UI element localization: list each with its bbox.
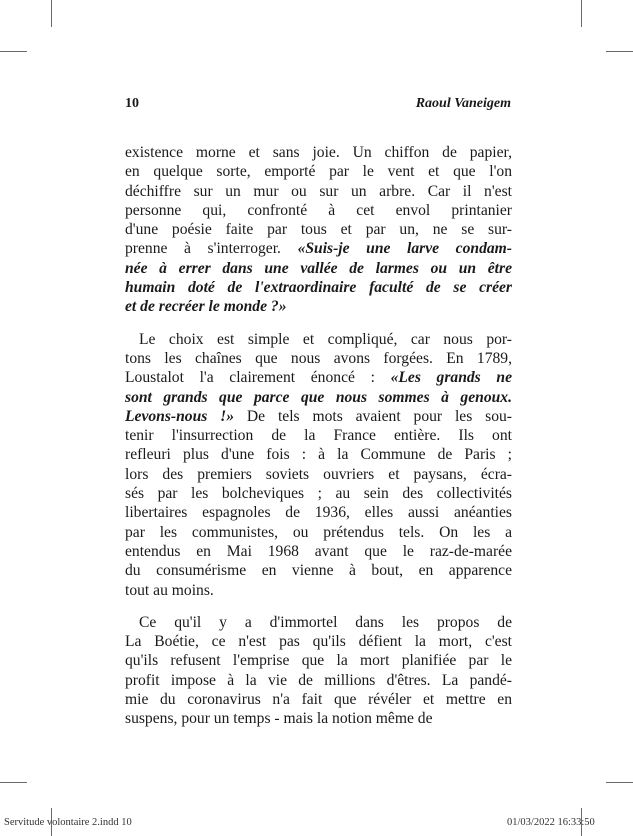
crop-mark-tl-v [51, 0, 52, 27]
text-line [125, 259, 512, 278]
text-line [125, 239, 512, 258]
text-line [125, 349, 512, 368]
text-line [125, 523, 512, 542]
text-line [125, 220, 512, 239]
quote-text: née à errer dans une vallée de larmes ou un être [125, 259, 512, 277]
text-run: La Boétie, ce n'est pas qu'ils défient la mort, c'est [125, 633, 512, 651]
text-run: entendus en Mai 1968 avant que le raz-de-marée [125, 542, 512, 560]
text-line [125, 388, 512, 407]
text-run: tons les chaînes que nous avons forgées. En 1789, [125, 349, 512, 367]
text-run: personne qui, confronté à cet envol printanier [125, 201, 512, 219]
text-line [125, 445, 512, 464]
text-line [125, 162, 512, 181]
text-run: prenne à s'interroger. [125, 240, 298, 258]
text-run: suspens, pour un temps - mais la notion même de [125, 710, 433, 728]
text-line [125, 201, 512, 220]
text-run: mie du coronavirus n'a fait que révéler et mettre en [125, 691, 512, 709]
text-line [125, 581, 512, 600]
text-run: tout au moins. [125, 581, 214, 599]
text-line [125, 182, 512, 201]
quote-text: sont grands que parce que nous sommes à genoux. [125, 388, 512, 406]
quote-text: et de recréer le monde ?» [125, 298, 287, 316]
running-head [125, 96, 511, 116]
paragraph-gap [125, 317, 512, 330]
crop-mark-bl-h [0, 782, 27, 783]
text-run: Le choix est simple et compliqué, car nous por- [139, 330, 512, 348]
quote-text: «Suis-je une larve condam- [297, 240, 512, 258]
page-number: 10 [125, 96, 139, 111]
text-line [125, 484, 512, 503]
text-run: d'une poésie faite par tous et par un, ne se sur- [125, 221, 512, 239]
text-run: déchiffre sur un mur ou sur un arbre. Car il n'est [125, 182, 512, 200]
text-line [125, 542, 512, 561]
text-line [125, 330, 512, 349]
text-run: De tels mots avaient pour les sou- [234, 407, 512, 425]
text-line [125, 278, 512, 297]
paragraph [125, 330, 512, 600]
crop-mark-tl-h [0, 51, 27, 52]
text-run: profit impose à la vie de millions d'êtres. La pandé- [125, 671, 512, 689]
text-line [125, 671, 512, 690]
text-run: tenir l'insurrection de la France entière. Ils ont [125, 427, 512, 445]
text-line [125, 651, 512, 670]
paragraph [125, 143, 512, 317]
text-run: lors des premiers soviets ouvriers et paysans, écra- [125, 465, 512, 483]
text-run: Ce qu'il y a d'immortel dans les propos de [139, 613, 512, 631]
text-run: par les communistes, ou prétendus tels. On les a [125, 523, 512, 541]
text-line [125, 613, 512, 632]
text-run: refleuri plus d'une fois : à la Commune de Paris ; [125, 446, 512, 464]
quote-text: Levons-nous !» [125, 407, 235, 425]
quote-text: «Les grands ne [390, 369, 513, 387]
paragraph-gap [125, 600, 512, 613]
text-run: qu'ils refusent l'emprise que la mort planifiée par le [125, 652, 512, 670]
running-head-author: Raoul Vaneigem [415, 96, 511, 111]
quote-text: humain doté de l'extraordinaire faculté de se créer [125, 279, 512, 297]
text-run: Loustalot l'a clairement énoncé : [125, 369, 391, 387]
text-line [125, 407, 512, 426]
text-run: en quelque sorte, emporté par le vent et que l'on [125, 163, 512, 181]
text-line [125, 143, 512, 162]
text-line [125, 465, 512, 484]
crop-mark-br-h [606, 782, 633, 783]
crop-mark-tr-h [606, 51, 633, 52]
text-line [125, 297, 512, 316]
text-run: existence morne et sans joie. Un chiffon de papier, [125, 144, 512, 161]
slug-datetime: 01/03/2022 16:33:50 [507, 817, 595, 828]
text-line [125, 690, 512, 709]
text-run: du consumérisme en vienne à bout, en apparence [125, 562, 512, 580]
body-text [125, 143, 512, 729]
text-line [125, 632, 512, 651]
text-line [125, 503, 512, 522]
text-line [125, 709, 512, 728]
text-run: libertaires espagnoles de 1936, elles aussi anéanties [125, 504, 512, 522]
crop-mark-tr-v [581, 0, 582, 27]
slug-filename: Servitude volontaire 2.indd 10 [4, 817, 132, 828]
text-line [125, 561, 512, 580]
text-line [125, 426, 512, 445]
text-line [125, 368, 512, 387]
text-run: sés par les bolcheviques ; au sein des collectivités [125, 485, 512, 503]
paragraph [125, 613, 512, 729]
